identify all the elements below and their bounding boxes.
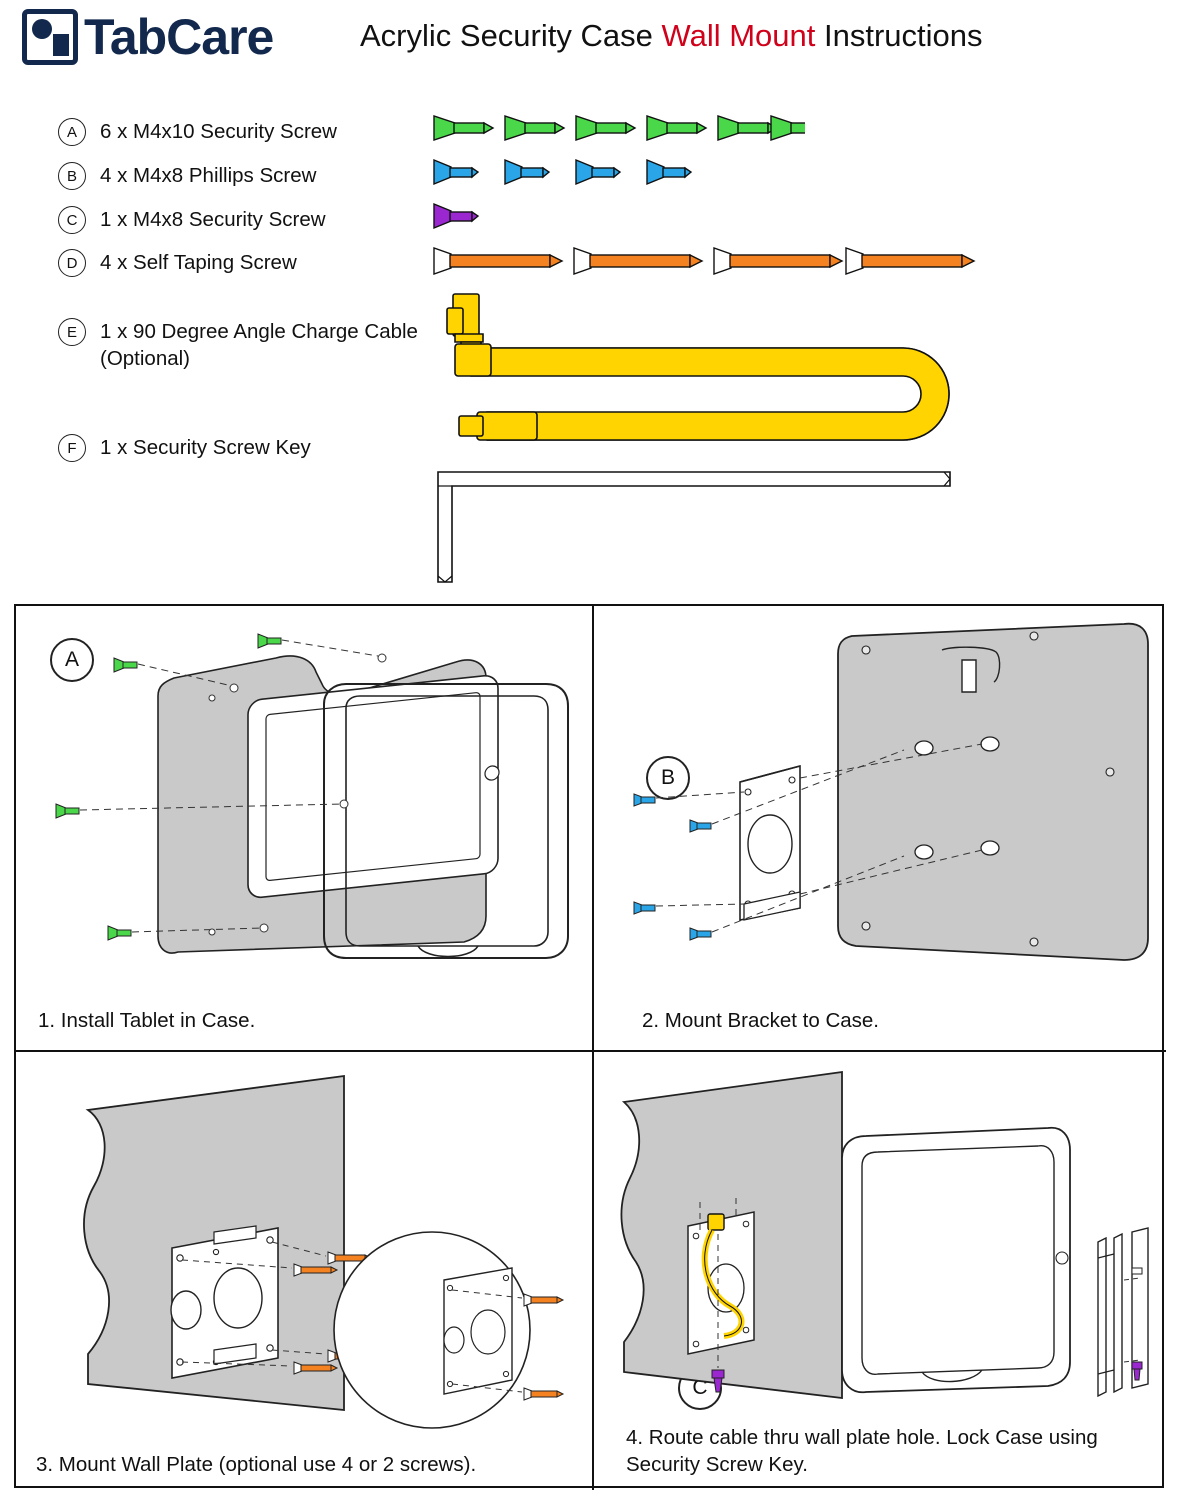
- part-row-a: [58, 118, 337, 146]
- step-1-caption: 1. Install Tablet in Case.: [38, 1009, 256, 1032]
- page-title: [360, 18, 983, 54]
- part-graphic-f: [425, 466, 965, 596]
- part-bubble-a: A: [58, 118, 86, 146]
- part-bubble-f: F: [58, 434, 86, 462]
- step3-diagram: [26, 1062, 586, 1442]
- part-bubble-d: D: [58, 249, 86, 277]
- parts-list: [0, 96, 1178, 596]
- step-2-caption: 2. Mount Bracket to Case.: [642, 1009, 880, 1032]
- part-bubble-b: B: [58, 162, 86, 190]
- step4-diagram: [604, 1062, 1164, 1442]
- title-part-2: Instructions: [815, 18, 983, 53]
- step-4-caption: 4. Route cable thru wall plate hole. Lock Case using Security Screw Key.: [626, 1426, 1098, 1476]
- step1-diagram: [26, 616, 586, 996]
- part-label-b: 4 x M4x8 Phillips Screw: [100, 164, 317, 187]
- part-label-d: 4 x Self Taping Screw: [100, 251, 297, 274]
- part-label-e: 1 x 90 Degree Angle Charge Cable (Optional): [100, 320, 418, 370]
- part-graphic-b: [425, 158, 705, 198]
- brand-name: TabCare: [84, 9, 274, 65]
- part-row-b: [58, 162, 316, 190]
- step2-diagram: [604, 616, 1164, 996]
- tabcare-logo-icon: [22, 9, 78, 65]
- part-row-e: [58, 318, 430, 372]
- steps-panels: [14, 604, 1164, 1488]
- step-bubble-a: A: [50, 638, 94, 682]
- step-panel-1: [16, 606, 592, 1050]
- part-graphic-c: [425, 202, 505, 242]
- step-3-caption: 3. Mount Wall Plate (optional use 4 or 2 screws).: [36, 1453, 477, 1476]
- step-bubble-c: C: [678, 1366, 722, 1410]
- part-row-c: [58, 206, 326, 234]
- step-panel-2: [594, 606, 1166, 1050]
- brand-logo: [22, 8, 273, 66]
- part-graphic-a: [425, 114, 805, 158]
- title-part-1: Acrylic Security Case: [360, 18, 662, 53]
- part-graphic-e: [425, 288, 985, 468]
- step-panel-3: [16, 1052, 592, 1488]
- part-label-a: 6 x M4x10 Security Screw: [100, 120, 337, 143]
- part-graphic-d: [425, 244, 985, 288]
- page-header: [0, 0, 1178, 82]
- part-row-f: [58, 434, 311, 462]
- part-bubble-c: C: [58, 206, 86, 234]
- step-panel-4: [594, 1052, 1166, 1488]
- part-label-c: 1 x M4x8 Security Screw: [100, 208, 326, 231]
- part-label-f: 1 x Security Screw Key: [100, 436, 311, 459]
- title-highlight: Wall Mount: [661, 18, 816, 53]
- part-bubble-e: E: [58, 318, 86, 346]
- step-bubble-b: B: [646, 756, 690, 800]
- part-row-d: [58, 249, 297, 277]
